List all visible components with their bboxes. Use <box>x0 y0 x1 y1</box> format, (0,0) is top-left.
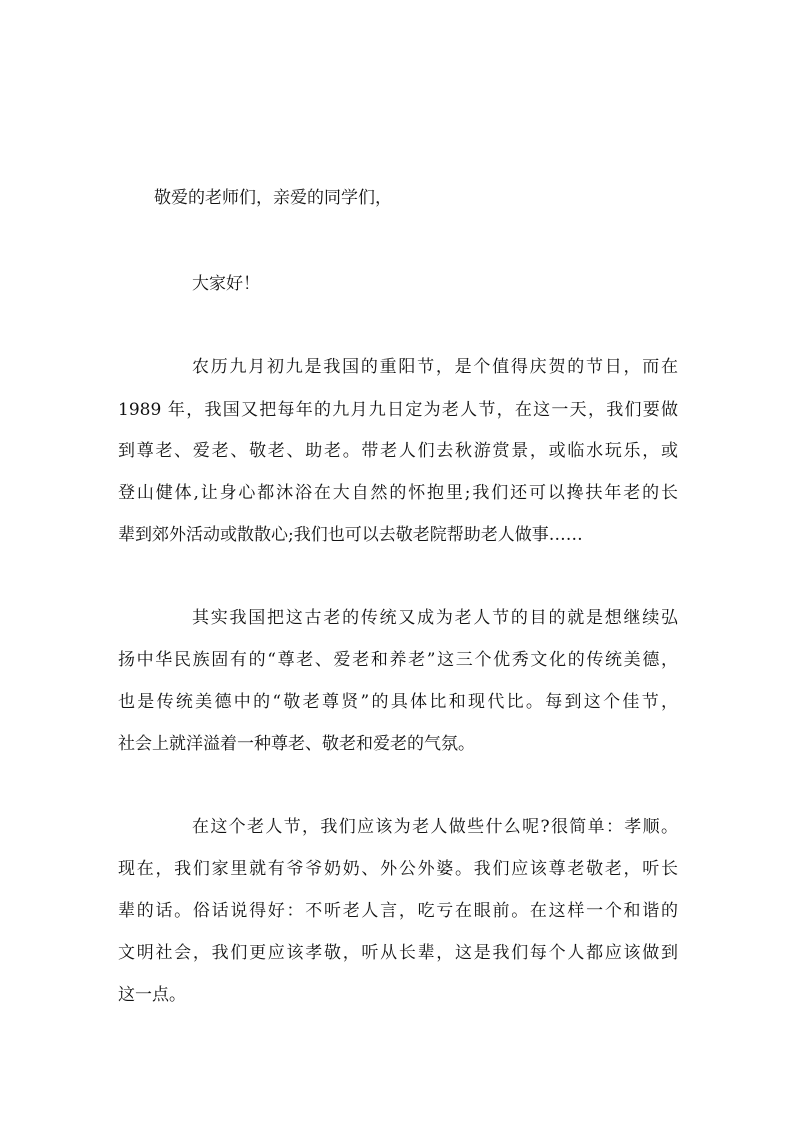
paragraph-1-line-1: 农历九月初九是我国的重阳节，是个值得庆贺的节日，而在 <box>192 357 678 377</box>
paragraph-1-line-4: 登山健体,让身心都沐浴在大自然的怀抱里;我们还可以搀扶年老的长 <box>118 483 678 503</box>
greeting: 大家好！ <box>192 274 260 294</box>
paragraph-2-line-3: 也是传统美德中的“敬老尊贤”的具体比和现代比。每到这个佳节， <box>118 692 678 712</box>
paragraph-2-line-1: 其实我国把这古老的传统又成为老人节的目的就是想继续弘 <box>192 608 678 628</box>
paragraph-3-line-1: 在这个老人节，我们应该为老人做些什么呢?很简单：孝顺。 <box>192 817 678 837</box>
paragraph-3-line-5: 这一点。 <box>118 985 186 1005</box>
paragraph-1-line-2: 1989 年，我国又把每年的九月九日定为老人节，在这一天，我们要做 <box>118 400 678 420</box>
paragraph-2-line-4: 社会上就洋溢着一种尊老、敬老和爱老的气氛。 <box>118 734 475 754</box>
paragraph-2-line-2: 扬中华民族固有的“尊老、爱老和养老”这三个优秀文化的传统美德， <box>118 650 678 670</box>
salutation: 敬爱的老师们，亲爱的同学们， <box>154 188 392 208</box>
paragraph-3-line-2: 现在，我们家里就有爷爷奶奶、外公外婆。我们应该尊老敬老，听长 <box>118 859 678 879</box>
paragraph-1-line-5: 辈到郊外活动或散散心;我们也可以去敬老院帮助老人做事…… <box>118 525 583 545</box>
paragraph-3-line-4: 文明社会，我们更应该孝敬，听从长辈，这是我们每个人都应该做到 <box>118 943 678 963</box>
paragraph-3-line-3: 辈的话。俗话说得好：不听老人言，吃亏在眼前。在这样一个和谐的 <box>118 901 678 921</box>
paragraph-1-line-3: 到尊老、爱老、敬老、助老。带老人们去秋游赏景，或临水玩乐，或 <box>118 441 678 461</box>
